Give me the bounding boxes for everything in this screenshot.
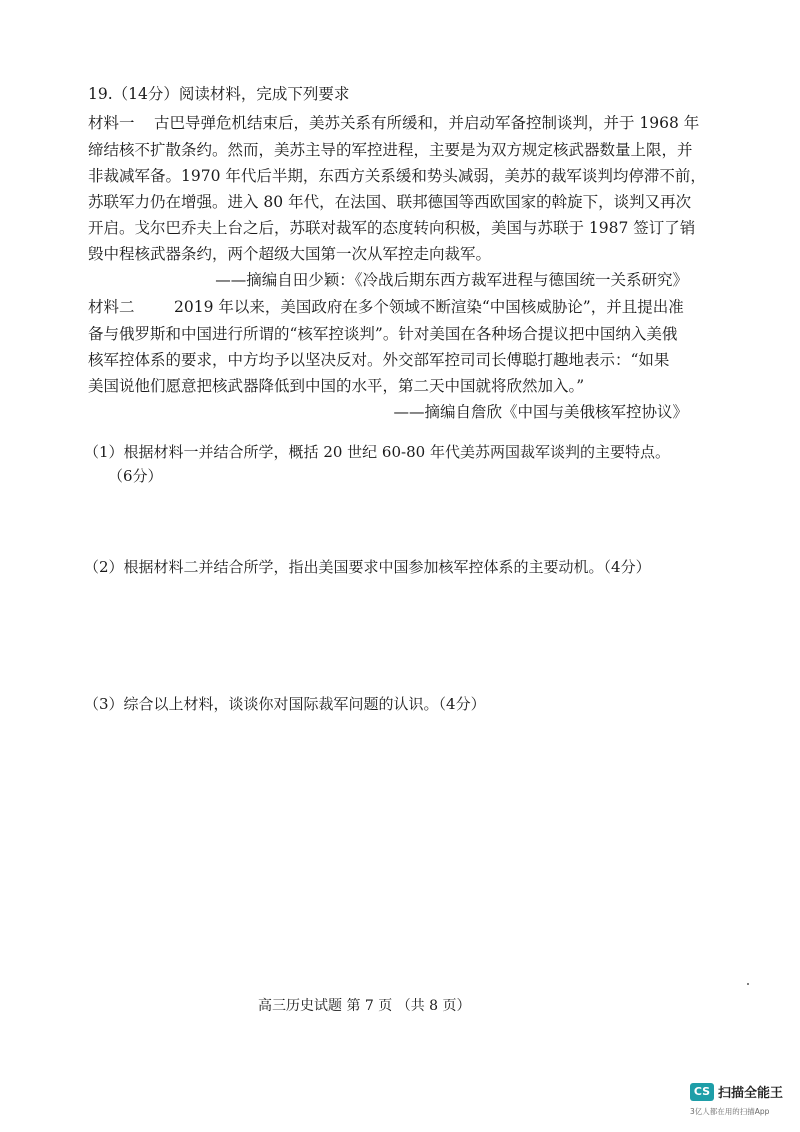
material2-line: 美国说他们愿意把核武器降低到中国的水平，第二天中国就将欣然加入。” [88, 377, 585, 395]
material1-line: 苏联军力仍在增强。进入 80 年代，在法国、联邦德国等西欧国家的斡旋下，谈判又再次 [88, 193, 692, 211]
material1-source: ——摘编自田少颖：《冷战后期东西方裁军进程与德国统一关系研究》 [215, 271, 688, 289]
sub-question-1-points: （6分） [108, 467, 163, 485]
scan-speck [747, 983, 749, 985]
camscanner-tagline: 3亿人都在用的扫描App [690, 1107, 770, 1116]
sub-question-3: （3）综合以上材料，谈谈你对国际裁军问题的认识。（4分） [84, 695, 486, 713]
page-footer: 高三历史试题 第 7 页 （共 8 页） [258, 998, 471, 1014]
camscanner-logo-icon: CS [690, 1083, 714, 1101]
sub-question-1: （1）根据材料一并结合所学，概括 20 世纪 60-80 年代美苏两国裁军谈判的主要特点。 [84, 443, 670, 461]
material2-line: 核军控体系的要求，中方均予以坚决反对。外交部军控司司长傅聪打趣地表示：“如果 [88, 351, 670, 369]
material2-line: 2019 年以来，美国政府在多个领域不断渲染“中国核威胁论”，并且提出准 [174, 298, 684, 316]
material1-line: 非裁减军备。1970 年代后半期，东西方关系缓和势头减弱，美苏的裁军谈判均停滞不前， [88, 167, 706, 185]
material1-line: 古巴导弹危机结束后，美苏关系有所缓和，并启动军备控制谈判，并于 1968 年 [154, 114, 700, 132]
camscanner-app-name: 扫描全能王 [718, 1086, 784, 1101]
material1-line: 开启。戈尔巴乔夫上台之后，苏联对裁军的态度转向积极，美国与苏联于 1987 签订了销 [88, 219, 696, 237]
material2-source: ——摘编自詹欣《中国与美俄核军控协议》 [393, 403, 688, 421]
sub-question-2: （2）根据材料二并结合所学，指出美国要求中国参加核军控体系的主要动机。（4分） [84, 558, 651, 576]
material1-label: 材料一 [88, 114, 135, 132]
question-title: 19.（14分）阅读材料，完成下列要求 [88, 85, 350, 103]
material2-label: 材料二 [88, 298, 135, 316]
material2-line: 备与俄罗斯和中国进行所谓的“核军控谈判”。针对美国在各种场合提议把中国纳入美俄 [88, 325, 678, 343]
material1-line: 缔结核不扩散条约。然而，美苏主导的军控进程，主要是为双方规定核武器数量上限，并 [88, 141, 693, 159]
material1-line: 毁中程核武器条约，两个超级大国第一次从军控走向裁军。 [88, 245, 492, 263]
